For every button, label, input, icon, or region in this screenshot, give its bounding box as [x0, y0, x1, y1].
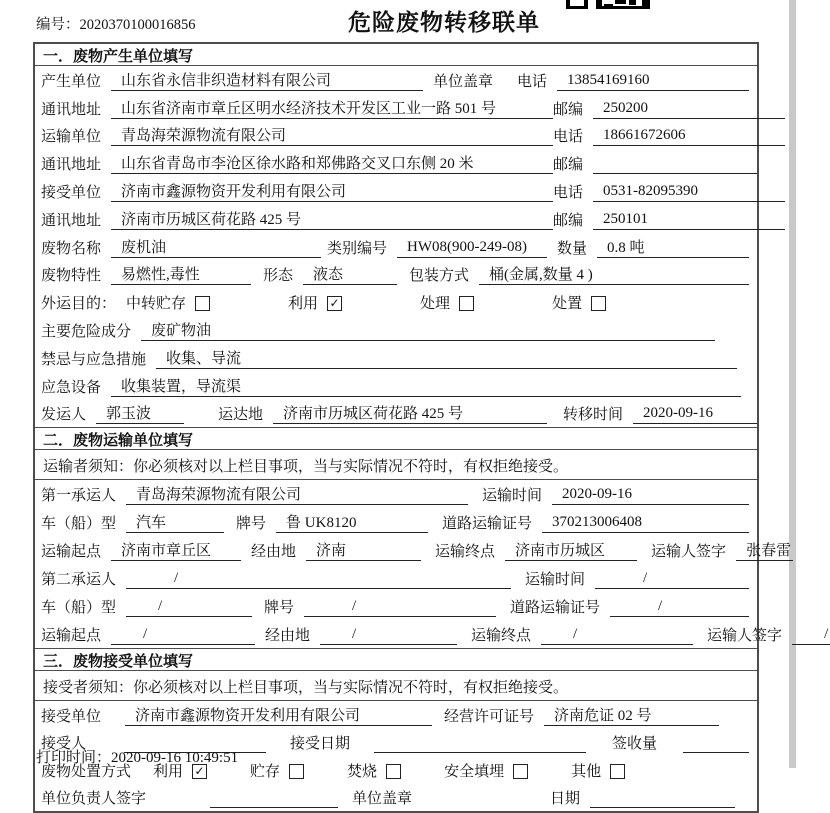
- checkbox-option-label: 其他: [571, 763, 602, 780]
- accept-date-value: [374, 734, 586, 753]
- checkbox-empty-icon: [513, 764, 528, 779]
- hazard-label: 主要危险成分: [41, 323, 132, 340]
- checkbox-option: [288, 292, 342, 313]
- print-time-value: 2020-09-16 10:49:51: [111, 750, 239, 766]
- checkbox-option-label: 贮存: [250, 763, 281, 780]
- checkbox-option: [126, 292, 210, 313]
- pack-label: 包装方式: [409, 268, 470, 285]
- transporter-row: [35, 122, 757, 150]
- origin2-value: /: [111, 626, 255, 645]
- accept-unit-label: 接受单位: [41, 708, 102, 725]
- phone-label: 电话: [516, 73, 547, 90]
- checkbox-option: [444, 760, 528, 781]
- scrollbar[interactable]: [789, 0, 796, 768]
- accept-unit-row: [35, 701, 757, 728]
- carrier2-row: [35, 564, 757, 592]
- checkbox-empty-icon: [386, 764, 401, 779]
- producer-phone: 13854169160: [557, 72, 749, 91]
- zip-label: 邮编: [553, 212, 584, 229]
- via-label: 经由地: [251, 544, 297, 561]
- transport-time2: /: [595, 570, 749, 589]
- head-sign-value: [210, 789, 338, 808]
- receiver-row: [35, 177, 757, 205]
- zip-label: 邮编: [553, 101, 584, 118]
- quantity-label: 数量: [557, 240, 588, 257]
- acceptor-label: 接受人: [41, 736, 87, 753]
- checkbox-empty-icon: [459, 296, 474, 311]
- checkbox-checked-icon: ✓: [192, 764, 207, 779]
- end-label: 运输终点: [435, 544, 496, 561]
- seal-label: 单位盖章: [433, 73, 494, 90]
- checkbox-empty-icon: [289, 764, 304, 779]
- section1-body: [35, 66, 757, 427]
- hazard-row: [35, 316, 757, 344]
- accept-unit-value: 济南市鑫源物资开发利用有限公司: [125, 704, 432, 726]
- vehicle-label: 车（船）型: [41, 516, 117, 533]
- pack-value: 桶(金属,数量 4 ): [479, 263, 749, 285]
- checkbox-empty-icon: [195, 296, 210, 311]
- taboo-label: 禁忌与应急措施: [41, 351, 147, 368]
- shipper-value: 郭玉波: [96, 402, 184, 424]
- shipper-label: 发运人: [41, 407, 87, 424]
- purpose-row: [35, 288, 757, 316]
- checkbox-option: [571, 760, 625, 781]
- destination-value: 济南市历城区荷花路 425 号: [273, 402, 547, 424]
- taboo-row: [35, 344, 757, 372]
- receiver-zip: 250101: [593, 211, 785, 230]
- transporter-value: 青岛海荣源物流有限公司: [111, 124, 553, 146]
- vehicle2-value: /: [126, 598, 252, 617]
- route1-row: [35, 536, 792, 564]
- checkbox-option-label: 利用: [153, 763, 184, 780]
- head-sign-label: 单位负责人签字: [41, 790, 147, 807]
- checkbox-option-label: 焚烧: [347, 763, 378, 780]
- carrier1-label: 第一承运人: [41, 488, 117, 505]
- section2-header: 二．废物运输单位填写: [35, 427, 757, 450]
- transport-time-label: 运输时间: [525, 572, 586, 589]
- carrier1-value: 青岛海荣源物流有限公司: [126, 483, 468, 505]
- checkbox-option-label: 处置: [552, 296, 583, 313]
- plate-label: 牌号: [264, 600, 295, 617]
- road-cert2: /: [610, 598, 749, 617]
- category-label: 类别编号: [327, 240, 388, 257]
- equipment-label: 应急设备: [41, 379, 102, 396]
- waste-name-row: [35, 233, 757, 261]
- transporter-address-row: [35, 149, 757, 177]
- transporter-label: 运输单位: [41, 129, 102, 146]
- transfer-time-label: 转移时间: [563, 407, 624, 424]
- producer-value: 山东省永信非织造材料有限公司: [111, 69, 423, 91]
- road-cert-label: 道路运输证号: [510, 600, 601, 617]
- waste-name-label: 废物名称: [41, 240, 102, 257]
- shipper-row: [35, 400, 757, 428]
- address-label: 通讯地址: [41, 157, 102, 174]
- accept-date-label: 接受日期: [290, 736, 351, 753]
- checkbox-option: [347, 760, 401, 781]
- plate1-value: 鲁 UK8120: [276, 511, 428, 533]
- hazard-value: 废矿物油: [141, 319, 715, 341]
- phone-label: 电话: [553, 184, 584, 201]
- sign-qty-label: 签收量: [612, 736, 658, 753]
- checkbox-option: [420, 292, 474, 313]
- transporter-sign-label: 运输人签字: [707, 628, 783, 645]
- carrier2-value: /: [126, 570, 511, 589]
- route2-row: [35, 620, 829, 648]
- doc-number-label: 编号：: [36, 17, 80, 33]
- section2-body: [35, 480, 829, 648]
- disposal-label: 废物处置方式: [41, 763, 132, 780]
- checkbox-option-label: 安全填埋: [444, 763, 505, 780]
- checkbox-option: [250, 760, 304, 781]
- transporter-address: 山东省青岛市李沧区徐水路和郑佛路交叉口东侧 20 米: [111, 152, 553, 174]
- checkbox-empty-icon: [591, 296, 606, 311]
- via1-value: 济南: [306, 539, 421, 561]
- head-sign-row: [35, 784, 757, 811]
- checkbox-option-label: 处理: [420, 296, 451, 313]
- producer-zip: 250200: [593, 100, 785, 119]
- date-value: [590, 789, 735, 808]
- carrier2-label: 第二承运人: [41, 572, 117, 589]
- waste-name: 废机油: [111, 236, 321, 258]
- producer-row: [35, 66, 757, 94]
- checkbox-empty-icon: [610, 764, 625, 779]
- checkbox-option-label: 利用: [288, 296, 319, 313]
- via2-value: /: [320, 626, 457, 645]
- road-cert1: 370213006408: [542, 514, 749, 533]
- transport-time-label: 运输时间: [482, 488, 543, 505]
- vehicle2-row: [35, 592, 757, 620]
- receiver-value: 济南市鑫源物资开发利用有限公司: [111, 180, 553, 202]
- purpose-label: 外运目的：: [41, 296, 117, 313]
- via-label: 经由地: [265, 628, 311, 645]
- producer-address-row: [35, 94, 757, 122]
- receiver-address-row: [35, 205, 757, 233]
- equipment-row: [35, 372, 757, 400]
- zip-label: 邮编: [553, 157, 584, 174]
- quantity-value: 0.8 吨: [597, 236, 749, 258]
- form-value: 液态: [303, 263, 397, 285]
- transfer-time-value: 2020-09-16: [633, 405, 757, 424]
- plate-label: 牌号: [236, 516, 267, 533]
- end2-value: /: [541, 626, 693, 645]
- transporter-sign1: 张春雷: [736, 539, 793, 561]
- receiver-phone: 0531-82095390: [593, 183, 785, 202]
- doc-number-value: 2020370100016856: [79, 17, 196, 33]
- road-cert-label: 道路运输证号: [442, 516, 533, 533]
- section1-header: 一．废物产生单位填写: [35, 44, 757, 66]
- transporter-zip: [593, 155, 757, 174]
- transporter-phone: 18661672606: [593, 127, 785, 146]
- taboo-value: 收集、导流: [156, 347, 737, 369]
- transporter-sign-label: 运输人签字: [651, 544, 727, 561]
- receiver-label: 接受单位: [41, 184, 102, 201]
- unit-seal-label: 单位盖章: [352, 790, 413, 807]
- sign-qty-value: [683, 734, 749, 753]
- receiver-notice: 接受者须知：你必须核对以上栏目事项，当与实际情况不符时，有权拒绝接受。: [35, 671, 757, 701]
- trait-label: 废物特性: [41, 268, 102, 285]
- receiver-address: 济南市历城区荷花路 425 号: [111, 208, 553, 230]
- end-label: 运输终点: [471, 628, 532, 645]
- origin1-value: 济南市章丘区: [111, 539, 241, 561]
- print-time-label: 打印时间：: [36, 750, 112, 766]
- vehicle1-value: 汽车: [126, 511, 224, 533]
- producer-label: 产生单位: [41, 73, 102, 90]
- origin-label: 运输起点: [41, 628, 102, 645]
- vehicle-label: 车（船）型: [41, 600, 117, 617]
- transport-time1: 2020-09-16: [552, 486, 749, 505]
- checkbox-option-label: 中转贮存: [126, 296, 187, 313]
- license-label: 经营许可证号: [444, 708, 535, 725]
- license-value: 济南危证 02 号: [544, 704, 719, 726]
- category-code: HW08(900-249-08): [397, 239, 547, 258]
- equipment-value: 收集装置，导流渠: [111, 375, 741, 397]
- origin-label: 运输起点: [41, 544, 102, 561]
- destination-label: 运达地: [218, 407, 264, 424]
- vehicle1-row: [35, 508, 757, 536]
- trait-value: 易燃性,毒性: [111, 263, 251, 285]
- manifest-form: [33, 42, 829, 813]
- producer-address: 山东省济南市章丘区明水经济技术开发区工业一路 501 号: [111, 97, 553, 119]
- end1-value: 济南市历城区: [505, 539, 637, 561]
- section3-header: 三．废物接受单位填写: [35, 648, 757, 671]
- address-label: 通讯地址: [41, 101, 102, 118]
- waste-trait-row: [35, 261, 757, 289]
- date-label: 日期: [550, 790, 581, 807]
- plate2-value: /: [304, 598, 496, 617]
- carrier1-row: [35, 480, 757, 508]
- phone-label: 电话: [553, 129, 584, 146]
- checkbox-option: [552, 292, 606, 313]
- purpose-options: [126, 292, 684, 313]
- page-title: 危险废物转移联单: [348, 9, 540, 35]
- transporter-sign2: /: [792, 626, 830, 645]
- checkbox-checked-icon: ✓: [327, 296, 342, 311]
- transporter-notice: 运输者须知：你必须核对以上栏目事项，当与实际情况不符时，有权拒绝接受。: [35, 450, 757, 480]
- print-time: [36, 746, 238, 767]
- form-label: 形态: [263, 268, 294, 285]
- address-label: 通讯地址: [41, 212, 102, 229]
